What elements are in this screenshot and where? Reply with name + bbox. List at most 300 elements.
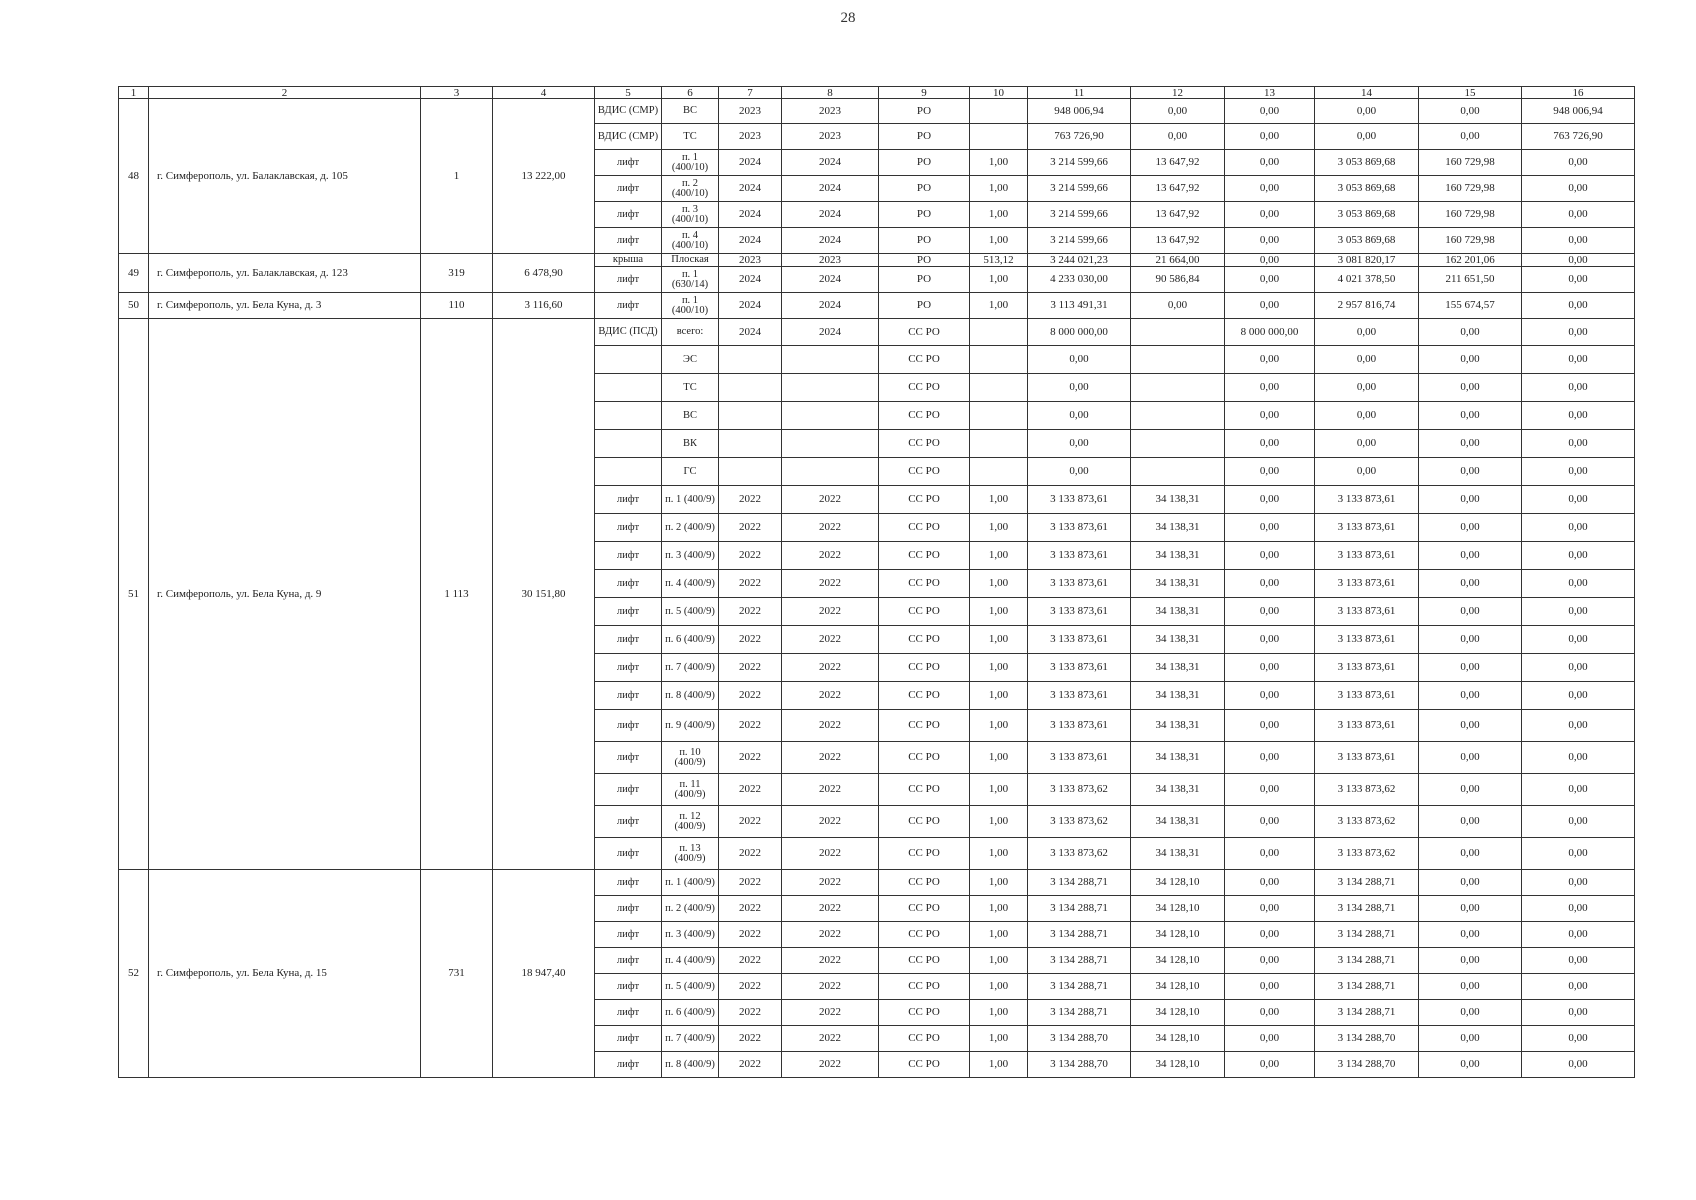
cell-c7: 2022 [719,974,782,1000]
cell-c9: РО [879,124,970,150]
cell-c5: лифт [595,267,662,293]
cell-c12: 90 586,84 [1131,267,1225,293]
apartments-count: 1 113 [421,319,493,870]
cell-c11: 3 133 873,61 [1028,514,1131,542]
cell-c5: лифт [595,838,662,870]
cell-c12: 34 138,31 [1131,806,1225,838]
cell-c8: 2022 [782,570,879,598]
cell-c9: СС РО [879,1026,970,1052]
table-row [119,254,1635,267]
cell-c14: 0,00 [1315,430,1419,458]
cell-c10 [970,402,1028,430]
column-number: 1 [119,87,149,99]
cell-c13: 0,00 [1225,896,1315,922]
cell-c6: п. 4 (400/9) [662,948,719,974]
address-cell: г. Симферополь, ул. Балаклавская, д. 123 [149,254,421,293]
cell-c10: 1,00 [970,654,1028,682]
cell-c9: СС РО [879,346,970,374]
cell-c13: 0,00 [1225,806,1315,838]
cell-c13: 0,00 [1225,948,1315,974]
cell-c6: п. 3 (400/10) [662,202,719,228]
cell-c14: 2 957 816,74 [1315,293,1419,319]
cell-c13: 0,00 [1225,346,1315,374]
cell-c8: 2024 [782,228,879,254]
cell-c8: 2024 [782,319,879,346]
cell-c13: 0,00 [1225,1052,1315,1078]
cell-c5: лифт [595,293,662,319]
cell-c14: 3 053 869,68 [1315,176,1419,202]
cell-c14: 3 133 873,61 [1315,570,1419,598]
cell-c7: 2022 [719,870,782,896]
cell-c6: всего: [662,319,719,346]
cell-c13: 0,00 [1225,293,1315,319]
cell-c14: 0,00 [1315,319,1419,346]
cell-c8: 2024 [782,176,879,202]
cell-c16: 0,00 [1522,896,1635,922]
cell-c11: 3 244 021,23 [1028,254,1131,267]
cell-c8: 2022 [782,1000,879,1026]
cell-c13: 0,00 [1225,542,1315,570]
page-number: 28 [840,10,856,26]
cell-c13: 0,00 [1225,1000,1315,1026]
cell-c7: 2022 [719,654,782,682]
cell-c9: РО [879,254,970,267]
cell-c12: 34 138,31 [1131,742,1225,774]
cell-c5: лифт [595,1052,662,1078]
cell-c10 [970,319,1028,346]
cell-c7: 2024 [719,202,782,228]
row-number: 50 [119,293,149,319]
column-number-header [119,87,1635,99]
cell-c5: лифт [595,1026,662,1052]
cell-c15: 0,00 [1419,626,1522,654]
cell-c11: 0,00 [1028,458,1131,486]
cell-c11: 948 006,94 [1028,99,1131,124]
cell-c15: 0,00 [1419,1000,1522,1026]
cell-c15: 0,00 [1419,346,1522,374]
cell-c7 [719,402,782,430]
cell-c5: лифт [595,176,662,202]
cell-c5: лифт [595,228,662,254]
cell-c16: 0,00 [1522,806,1635,838]
cell-c16: 0,00 [1522,319,1635,346]
cell-c10: 1,00 [970,948,1028,974]
cell-c5: ВДИС (СМР) [595,124,662,150]
cell-c13: 0,00 [1225,402,1315,430]
cell-c14: 3 133 873,61 [1315,542,1419,570]
cell-c7 [719,374,782,402]
cell-c14: 3 133 873,61 [1315,598,1419,626]
cell-c9: СС РО [879,838,970,870]
cell-c8: 2024 [782,150,879,176]
column-number: 5 [595,87,662,99]
cell-c12 [1131,430,1225,458]
cell-c16: 0,00 [1522,654,1635,682]
cell-c16: 0,00 [1522,682,1635,710]
cell-c11: 0,00 [1028,346,1131,374]
cell-c8: 2022 [782,626,879,654]
cell-c5: лифт [595,150,662,176]
cell-c16: 0,00 [1522,742,1635,774]
cell-c6: п. 7 (400/9) [662,1026,719,1052]
cell-c14: 3 134 288,71 [1315,948,1419,974]
cell-c12: 34 138,31 [1131,774,1225,806]
cell-c14: 3 053 869,68 [1315,202,1419,228]
cell-c8: 2023 [782,99,879,124]
cell-c14: 3 134 288,71 [1315,974,1419,1000]
cell-c7: 2023 [719,99,782,124]
cell-c14: 3 133 873,61 [1315,514,1419,542]
cell-c7: 2023 [719,254,782,267]
cell-c9: СС РО [879,742,970,774]
cell-c16: 0,00 [1522,486,1635,514]
cell-c13: 0,00 [1225,458,1315,486]
cell-c7: 2022 [719,806,782,838]
cell-c15: 0,00 [1419,1026,1522,1052]
cell-c5: лифт [595,974,662,1000]
column-number: 16 [1522,87,1635,99]
cell-c7: 2022 [719,486,782,514]
cell-c13: 0,00 [1225,870,1315,896]
cell-c16: 0,00 [1522,598,1635,626]
cell-c12: 34 138,31 [1131,838,1225,870]
cell-c8: 2024 [782,293,879,319]
cell-c11: 3 134 288,71 [1028,896,1131,922]
cell-c15: 160 729,98 [1419,176,1522,202]
cell-c12: 34 138,31 [1131,710,1225,742]
cell-c8: 2022 [782,922,879,948]
cell-c16: 0,00 [1522,228,1635,254]
cell-c13: 0,00 [1225,974,1315,1000]
apartments-count: 110 [421,293,493,319]
cell-c15: 0,00 [1419,99,1522,124]
cell-c6: п. 4 (400/10) [662,228,719,254]
cell-c8: 2022 [782,974,879,1000]
cell-c6: п. 9 (400/9) [662,710,719,742]
cell-c12: 34 128,10 [1131,1052,1225,1078]
cell-c10: 1,00 [970,838,1028,870]
cell-c5 [595,346,662,374]
cell-c8: 2022 [782,948,879,974]
cell-c5 [595,402,662,430]
cell-c5: лифт [595,710,662,742]
cell-c6: п. 2 (400/9) [662,896,719,922]
cell-c8 [782,374,879,402]
cell-c14: 0,00 [1315,458,1419,486]
cell-c13: 0,00 [1225,267,1315,293]
cell-c8 [782,346,879,374]
cell-c16: 948 006,94 [1522,99,1635,124]
cell-c12: 13 647,92 [1131,150,1225,176]
cell-c14: 3 134 288,70 [1315,1052,1419,1078]
cell-c10: 1,00 [970,896,1028,922]
cell-c7: 2022 [719,682,782,710]
cell-c5: ВДИС (ПСД) [595,319,662,346]
cell-c7: 2022 [719,1026,782,1052]
cell-c15: 0,00 [1419,1052,1522,1078]
cell-c16: 0,00 [1522,514,1635,542]
cell-c14: 3 053 869,68 [1315,150,1419,176]
cell-c14: 3 134 288,71 [1315,922,1419,948]
cell-c5: лифт [595,896,662,922]
cell-c11: 3 133 873,62 [1028,774,1131,806]
cell-c13: 0,00 [1225,682,1315,710]
cell-c6: Плоская [662,254,719,267]
cell-c12 [1131,374,1225,402]
cell-c7: 2024 [719,150,782,176]
cell-c16: 0,00 [1522,974,1635,1000]
cell-c9: РО [879,267,970,293]
cell-c8: 2022 [782,654,879,682]
cell-c6: ТС [662,374,719,402]
cell-c13: 0,00 [1225,374,1315,402]
cell-c16: 763 726,90 [1522,124,1635,150]
cell-c10: 1,00 [970,570,1028,598]
cell-c6: п. 1 (400/9) [662,486,719,514]
cell-c6: п. 5 (400/9) [662,598,719,626]
cell-c5: лифт [595,870,662,896]
cell-c12: 34 128,10 [1131,1026,1225,1052]
cell-c5: лифт [595,626,662,654]
cell-c5: крыша [595,254,662,267]
cell-c11: 8 000 000,00 [1028,319,1131,346]
cell-c5: лифт [595,542,662,570]
cell-c10: 1,00 [970,598,1028,626]
cell-c10: 1,00 [970,514,1028,542]
cell-c11: 3 134 288,71 [1028,1000,1131,1026]
cell-c12: 34 138,31 [1131,654,1225,682]
cell-c15: 211 651,50 [1419,267,1522,293]
cell-c13: 0,00 [1225,228,1315,254]
cell-c13: 0,00 [1225,254,1315,267]
cell-c6: ГС [662,458,719,486]
cell-c12: 34 128,10 [1131,948,1225,974]
cell-c8: 2022 [782,514,879,542]
cell-c15: 0,00 [1419,896,1522,922]
cell-c6: п. 2 (400/9) [662,514,719,542]
cell-c15: 0,00 [1419,319,1522,346]
cell-c16: 0,00 [1522,1026,1635,1052]
cell-c11: 3 133 873,61 [1028,486,1131,514]
cell-c9: СС РО [879,374,970,402]
cell-c9: СС РО [879,774,970,806]
cell-c8: 2022 [782,838,879,870]
cell-c10: 1,00 [970,922,1028,948]
cell-c15: 0,00 [1419,806,1522,838]
cell-c14: 4 021 378,50 [1315,267,1419,293]
cell-c12: 34 138,31 [1131,514,1225,542]
cell-c15: 0,00 [1419,514,1522,542]
cell-c11: 3 134 288,70 [1028,1052,1131,1078]
cell-c7: 2024 [719,293,782,319]
cell-c6: п. 3 (400/9) [662,542,719,570]
cell-c15: 0,00 [1419,486,1522,514]
cell-c12: 34 138,31 [1131,682,1225,710]
cell-c13: 0,00 [1225,202,1315,228]
cell-c10: 1,00 [970,870,1028,896]
cell-c13: 0,00 [1225,150,1315,176]
cell-c5: лифт [595,654,662,682]
cell-c7: 2023 [719,124,782,150]
cell-c9: СС РО [879,896,970,922]
column-number: 10 [970,87,1028,99]
cell-c15: 0,00 [1419,710,1522,742]
cell-c5: лифт [595,922,662,948]
cell-c15: 155 674,57 [1419,293,1522,319]
cell-c9: СС РО [879,486,970,514]
cell-c7 [719,458,782,486]
cell-c16: 0,00 [1522,710,1635,742]
cell-c15: 0,00 [1419,458,1522,486]
cell-c12: 34 138,31 [1131,598,1225,626]
table-row [119,293,1635,319]
cell-c16: 0,00 [1522,626,1635,654]
cell-c10: 1,00 [970,974,1028,1000]
cell-c11: 3 133 873,61 [1028,742,1131,774]
cell-c12: 34 138,31 [1131,626,1225,654]
cell-c14: 3 133 873,61 [1315,626,1419,654]
cell-c6: п. 6 (400/9) [662,1000,719,1026]
cell-c9: СС РО [879,514,970,542]
cell-c8: 2022 [782,542,879,570]
capital-repair-table [118,86,1635,1078]
cell-c16: 0,00 [1522,948,1635,974]
cell-c7: 2022 [719,514,782,542]
cell-c16: 0,00 [1522,346,1635,374]
cell-c15: 0,00 [1419,402,1522,430]
cell-c11: 3 134 288,71 [1028,922,1131,948]
cell-c13: 0,00 [1225,710,1315,742]
cell-c12: 34 138,31 [1131,542,1225,570]
cell-c10: 1,00 [970,742,1028,774]
cell-c14: 3 134 288,71 [1315,896,1419,922]
cell-c15: 0,00 [1419,374,1522,402]
cell-c8: 2022 [782,896,879,922]
cell-c15: 0,00 [1419,654,1522,682]
building-area: 30 151,80 [493,319,595,870]
cell-c9: СС РО [879,402,970,430]
cell-c15: 0,00 [1419,974,1522,1000]
cell-c11: 3 214 599,66 [1028,228,1131,254]
cell-c9: СС РО [879,922,970,948]
table-body [119,87,1635,1078]
cell-c11: 3 133 873,61 [1028,598,1131,626]
cell-c9: СС РО [879,430,970,458]
cell-c7: 2024 [719,228,782,254]
cell-c7: 2022 [719,1052,782,1078]
cell-c16: 0,00 [1522,570,1635,598]
building-area: 6 478,90 [493,254,595,293]
cell-c13: 0,00 [1225,486,1315,514]
cell-c11: 0,00 [1028,430,1131,458]
cell-c8 [782,402,879,430]
cell-c15: 0,00 [1419,570,1522,598]
cell-c10: 1,00 [970,682,1028,710]
cell-c13: 0,00 [1225,654,1315,682]
cell-c14: 3 133 873,61 [1315,682,1419,710]
cell-c11: 3 133 873,62 [1028,838,1131,870]
cell-c11: 3 133 873,61 [1028,654,1131,682]
cell-c7: 2022 [719,922,782,948]
cell-c5 [595,430,662,458]
cell-c9: СС РО [879,542,970,570]
cell-c15: 0,00 [1419,870,1522,896]
row-number: 52 [119,870,149,1078]
column-number: 7 [719,87,782,99]
cell-c5: лифт [595,570,662,598]
cell-c8: 2022 [782,774,879,806]
table-row [119,870,1635,896]
cell-c16: 0,00 [1522,150,1635,176]
row-number: 51 [119,319,149,870]
building-area: 18 947,40 [493,870,595,1078]
column-number: 11 [1028,87,1131,99]
cell-c8: 2022 [782,682,879,710]
cell-c6: ВС [662,402,719,430]
cell-c14: 0,00 [1315,402,1419,430]
cell-c7: 2022 [719,742,782,774]
cell-c14: 3 133 873,61 [1315,710,1419,742]
cell-c6: п. 1 (400/10) [662,150,719,176]
cell-c6: п. 8 (400/9) [662,1052,719,1078]
cell-c10: 1,00 [970,1026,1028,1052]
cell-c13: 0,00 [1225,598,1315,626]
cell-c12: 0,00 [1131,99,1225,124]
cell-c13: 0,00 [1225,124,1315,150]
cell-c7: 2024 [719,176,782,202]
column-number: 15 [1419,87,1522,99]
cell-c10: 1,00 [970,1052,1028,1078]
cell-c14: 3 133 873,61 [1315,742,1419,774]
cell-c7: 2022 [719,838,782,870]
cell-c6: п. 5 (400/9) [662,974,719,1000]
cell-c15: 160 729,98 [1419,228,1522,254]
cell-c8 [782,458,879,486]
cell-c11: 763 726,90 [1028,124,1131,150]
cell-c9: СС РО [879,682,970,710]
cell-c10: 1,00 [970,150,1028,176]
cell-c12: 0,00 [1131,124,1225,150]
cell-c6: п. 11 (400/9) [662,774,719,806]
cell-c5: лифт [595,486,662,514]
cell-c11: 0,00 [1028,402,1131,430]
cell-c10 [970,458,1028,486]
cell-c12: 34 128,10 [1131,896,1225,922]
cell-c5: лифт [595,598,662,626]
cell-c7: 2022 [719,570,782,598]
cell-c16: 0,00 [1522,1052,1635,1078]
cell-c9: РО [879,99,970,124]
cell-c10: 1,00 [970,267,1028,293]
column-number: 3 [421,87,493,99]
cell-c6: п. 3 (400/9) [662,922,719,948]
cell-c11: 3 133 873,61 [1028,682,1131,710]
address-cell: г. Симферополь, ул. Бела Куна, д. 15 [149,870,421,1078]
row-number: 49 [119,254,149,293]
cell-c13: 0,00 [1225,430,1315,458]
cell-c7: 2022 [719,948,782,974]
cell-c10: 1,00 [970,486,1028,514]
cell-c12: 34 128,10 [1131,974,1225,1000]
cell-c7: 2024 [719,319,782,346]
cell-c6: п. 1 (400/10) [662,293,719,319]
cell-c13: 8 000 000,00 [1225,319,1315,346]
cell-c5 [595,374,662,402]
cell-c8: 2023 [782,124,879,150]
cell-c15: 0,00 [1419,542,1522,570]
cell-c9: СС РО [879,1052,970,1078]
cell-c13: 0,00 [1225,626,1315,654]
